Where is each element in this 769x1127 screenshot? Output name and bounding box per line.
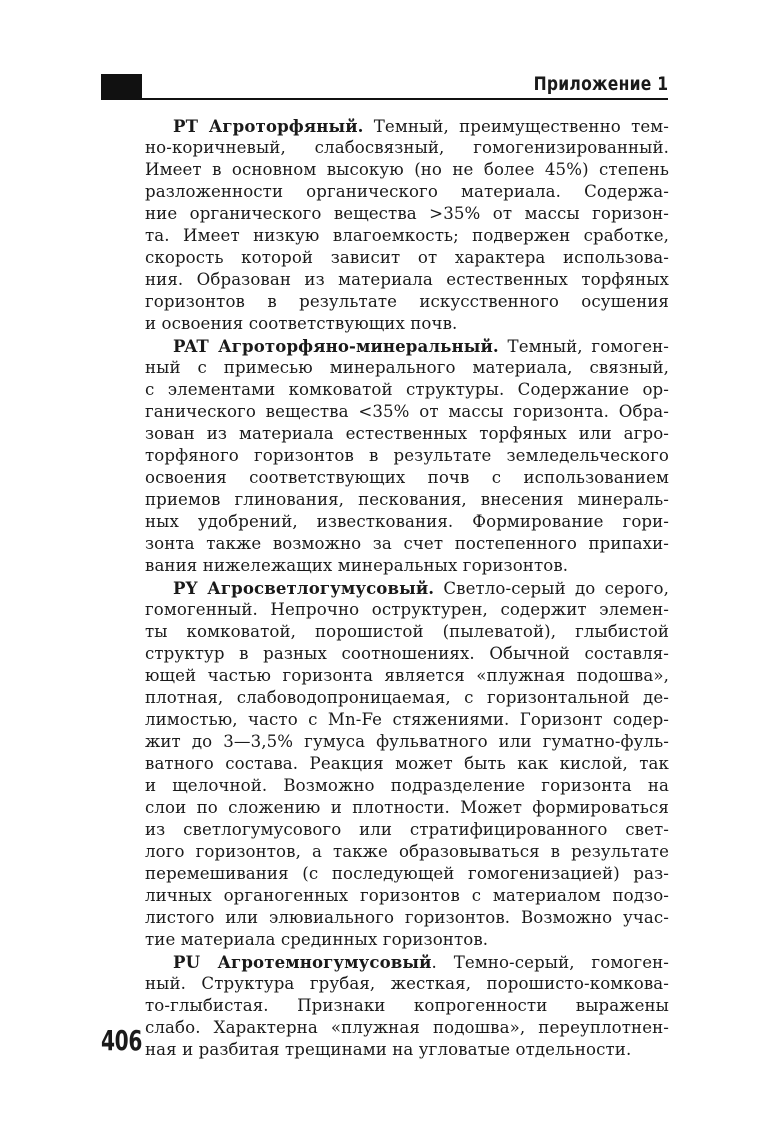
text-line: вания нижележащих минеральных горизонтов.: [145, 556, 569, 575]
horizon-term: PY Агросветлогумусовый.: [173, 578, 435, 598]
horizon-term: PU Агротемногумусовый: [173, 952, 432, 972]
text-line: ющей частью горизонта является «плужная подошва»,: [145, 666, 669, 685]
text-line: освоения соответствующих почв с использованием: [145, 468, 669, 487]
text-line: ный с примесью минерального материала, связный,: [145, 358, 669, 377]
paragraph-first-line: [145, 335, 669, 357]
text-line: скорость которой зависит от характера использова-: [145, 248, 669, 267]
text-line: зонта также возможно за счет постепенного припахи-: [145, 534, 669, 553]
paragraph-first-line: [145, 115, 669, 137]
text-line: разложенности органического материала. Содержа-: [145, 182, 669, 201]
text-line: и освоения соответствующих почв.: [145, 314, 458, 333]
text-line: структур в разных соотношениях. Обычной составля-: [145, 644, 669, 663]
text-line: ная и разбитая трещинами на угловатые отдельности.: [145, 1040, 632, 1059]
text-line: но-коричневый, слабосвязный, гомогенизированный.: [145, 138, 669, 157]
running-header-title: Приложение 1: [533, 73, 668, 95]
text-line: и щелочной. Возможно подразделение горизонта на: [145, 776, 669, 795]
text-line: Имеет в основном высокую (но не более 45%) степень: [145, 160, 669, 179]
text-line: листого или элювиального горизонтов. Возможно учас-: [145, 908, 669, 927]
header-black-block: [101, 74, 142, 99]
page-body: [145, 115, 669, 1061]
text-line: ганического вещества <35% от массы горизонта. Обра-: [145, 402, 669, 421]
text-line: ватного состава. Реакция может быть как кислой, так: [145, 754, 669, 773]
text-line: приемов глинования, пескования, внесения минераль-: [145, 490, 669, 509]
text-line: ный. Структура грубая, жесткая, порошисто-комкова-: [145, 974, 669, 993]
text-line: с элементами комковатой структуры. Содержание ор-: [145, 380, 669, 399]
text-line: перемешивания (с последующей гомогенизацией) раз-: [145, 864, 669, 883]
text-line: Темный, гомоген-: [498, 337, 669, 356]
text-line: торфяного горизонтов в результате земледельческого: [145, 446, 669, 465]
horizon-term: PT Агроторфяный.: [173, 116, 364, 136]
paragraph-first-line: [145, 577, 669, 599]
text-line: плотная, слабоводопроницаемая, с горизонтальной де-: [145, 688, 669, 707]
text-line: личных органогенных горизонтов с материалом подзо-: [145, 886, 669, 905]
text-line: из светлогумусового или стратифицированного свет-: [145, 820, 669, 839]
text-line: гомогенный. Непрочно оструктурен, содержит элемен-: [145, 600, 669, 619]
horizon-term: PAT Агроторфяно-минеральный.: [173, 336, 499, 356]
text-line: лого горизонтов, а также образовываться в результате: [145, 842, 669, 861]
text-line: Светло-серый до серого,: [434, 579, 669, 598]
text-line: слои по сложению и плотности. Может формироваться: [145, 798, 669, 817]
text-line: жит до 3—3,5% гумуса фульватного или гуматно-фуль-: [145, 732, 669, 751]
text-line: лимостью, часто с Mn-Fe стяжениями. Горизонт содер-: [145, 710, 669, 729]
text-line: ных удобрений, известкования. Формирование гори-: [145, 512, 669, 531]
text-line: слабо. Характерна «плужная подошва», переуплотнен-: [145, 1018, 669, 1037]
text-line: то-глыбистая. Признаки копрогенности выражены: [145, 996, 669, 1015]
paragraph-first-line: [145, 951, 669, 973]
text-line: ния. Образован из материала естественных торфяных: [145, 270, 669, 289]
text-line: зован из материала естественных торфяных или агро-: [145, 424, 669, 443]
text-line: горизонтов в результате искусственного осушения: [145, 292, 669, 311]
text-line: ты комковатой, порошистой (пылеватой), глыбистой: [145, 622, 669, 641]
text-line: та. Имеет низкую влагоемкость; подвержен сработке,: [145, 226, 669, 245]
page-number: 406: [101, 1024, 143, 1057]
text-line: . Темно-серый, гомоген-: [431, 953, 669, 972]
text-line: ние органического вещества >35% от массы горизон-: [145, 204, 669, 223]
text-line: тие материала срединных горизонтов.: [145, 930, 489, 949]
header-rule: [101, 98, 668, 100]
text-line: Темный, преимущественно тем-: [363, 117, 669, 136]
